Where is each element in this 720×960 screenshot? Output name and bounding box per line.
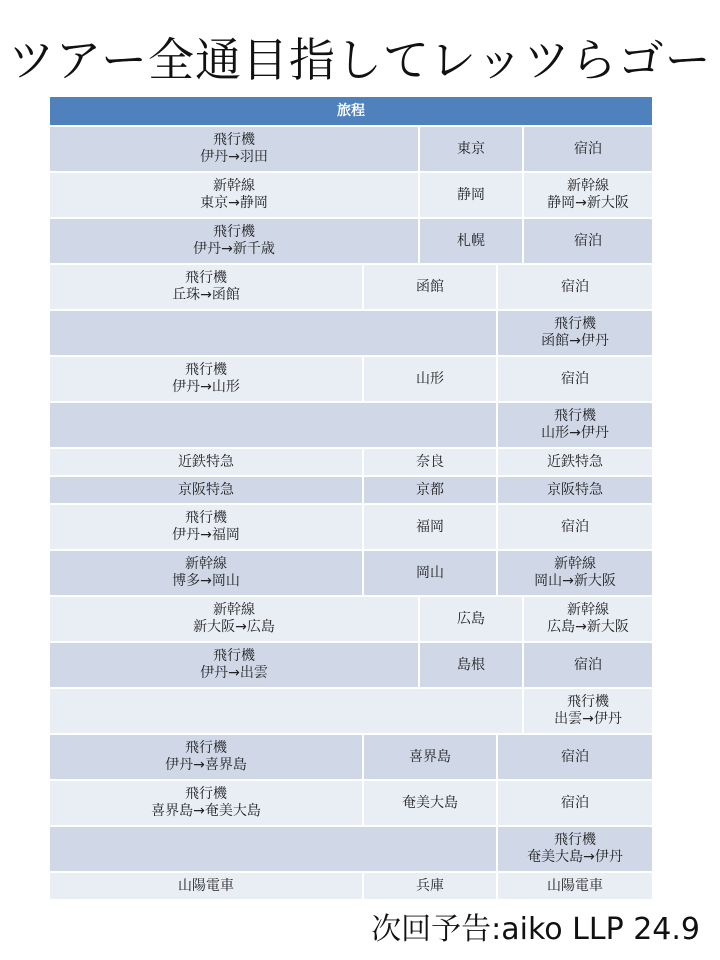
table-row: [50, 687, 652, 733]
table-cell: [362, 781, 496, 825]
cell-text: 飛行機 出雲→伊丹: [554, 694, 622, 727]
table-cell: [496, 311, 652, 355]
table-row: [50, 447, 652, 475]
table-cell: [50, 827, 496, 871]
cell-text: 新幹線 岡山→新大阪: [534, 556, 616, 589]
cell-text: 飛行機 伊丹→山形: [172, 362, 240, 395]
cell-text: 宿泊: [574, 232, 602, 249]
table-cell: [50, 551, 362, 595]
table-cell: [496, 403, 652, 447]
cell-text: 近鉄特急: [547, 453, 603, 470]
cell-text: 兵庫: [416, 877, 444, 894]
table-cell: [362, 265, 496, 309]
itinerary-table: [50, 97, 652, 899]
table-cell: [418, 219, 522, 263]
cell-text: 近鉄特急: [178, 453, 234, 470]
cell-text: 島根: [457, 656, 485, 673]
table-cell: [50, 311, 496, 355]
cell-text: 喜界島: [409, 748, 451, 765]
table-cell: [496, 551, 652, 595]
cell-text: 宿泊: [574, 656, 602, 673]
cell-text: 飛行機 伊丹→羽田: [200, 132, 268, 165]
cell-text: 静岡: [457, 186, 485, 203]
table-cell: [362, 735, 496, 779]
table-cell: [50, 265, 362, 309]
table-row: [50, 217, 652, 263]
table-cell: [522, 219, 652, 263]
table-cell: [50, 357, 362, 401]
table-cell: [362, 505, 496, 549]
cell-text: 新幹線 広島→新大阪: [547, 602, 629, 635]
cell-text: 山陽電車: [547, 877, 603, 894]
table-cell: [496, 265, 652, 309]
table-cell: [496, 449, 652, 475]
table-cell: [522, 597, 652, 641]
table-row: [50, 263, 652, 309]
cell-text: 山陽電車: [178, 877, 234, 894]
table-row: [50, 171, 652, 217]
table-cell: [50, 735, 362, 779]
cell-text: 山形: [416, 370, 444, 387]
table-cell: [522, 173, 652, 217]
table-row: [50, 641, 652, 687]
cell-text: 新幹線 東京→静岡: [200, 178, 268, 211]
table-cell: [496, 781, 652, 825]
table-body: [50, 125, 652, 899]
table-row: [50, 401, 652, 447]
table-cell: [362, 357, 496, 401]
cell-text: 飛行機 伊丹→新千歳: [193, 224, 275, 257]
cell-text: 奈良: [416, 453, 444, 470]
cell-text: 飛行機 奄美大島→伊丹: [527, 832, 623, 865]
table-cell: [50, 505, 362, 549]
table-row: [50, 125, 652, 171]
table-cell: [50, 403, 496, 447]
cell-text: 広島: [457, 610, 485, 627]
cell-text: 宿泊: [574, 140, 602, 157]
table-cell: [496, 873, 652, 899]
cell-text: 宿泊: [561, 518, 589, 535]
table-cell: [362, 477, 496, 503]
table-cell: [522, 643, 652, 687]
table-cell: [50, 127, 418, 171]
table-row: [50, 825, 652, 871]
table-row: [50, 309, 652, 355]
cell-text: 新幹線 新大阪→広島: [193, 602, 275, 635]
table-cell: [50, 643, 418, 687]
cell-text: 京都: [416, 481, 444, 498]
table-cell: [50, 477, 362, 503]
table-row: [50, 355, 652, 401]
table-cell: [362, 551, 496, 595]
table-row: [50, 549, 652, 595]
table-row: [50, 733, 652, 779]
cell-text: 京阪特急: [178, 481, 234, 498]
table-row: [50, 871, 652, 899]
cell-text: 宿泊: [561, 370, 589, 387]
table-cell: [50, 689, 522, 733]
footer-note: 次回予告:aiko LLP 24.9: [371, 912, 700, 947]
cell-text: 飛行機 山形→伊丹: [541, 408, 609, 441]
cell-text: 宿泊: [561, 748, 589, 765]
cell-text: 宿泊: [561, 278, 589, 295]
cell-text: 岡山: [416, 564, 444, 581]
cell-text: 新幹線 静岡→新大阪: [547, 178, 629, 211]
cell-text: 新幹線 博多→岡山: [172, 556, 240, 589]
cell-text: 札幌: [457, 232, 485, 249]
table-cell: [50, 781, 362, 825]
table-row: [50, 595, 652, 641]
table-row: [50, 503, 652, 549]
cell-text: 福岡: [416, 518, 444, 535]
cell-text: 飛行機 伊丹→喜界島: [165, 740, 247, 773]
cell-text: 飛行機 伊丹→福岡: [172, 510, 240, 543]
table-cell: [362, 449, 496, 475]
cell-text: 奄美大島: [402, 794, 458, 811]
table-cell: [362, 873, 496, 899]
table-cell: [50, 449, 362, 475]
cell-text: 京阪特急: [547, 481, 603, 498]
cell-text: 飛行機 伊丹→出雲: [200, 648, 268, 681]
table-cell: [522, 127, 652, 171]
table-cell: [418, 597, 522, 641]
table-header: 旅程: [50, 97, 652, 125]
table-cell: [496, 505, 652, 549]
cell-text: 函館: [416, 278, 444, 295]
table-cell: [496, 735, 652, 779]
page-title: ツアー全通目指してレッツらゴー: [8, 33, 712, 87]
table-cell: [496, 827, 652, 871]
table-cell: [418, 643, 522, 687]
cell-text: 飛行機 函館→伊丹: [541, 316, 609, 349]
table-cell: [50, 597, 418, 641]
table-cell: [496, 357, 652, 401]
cell-text: 飛行機 喜界島→奄美大島: [151, 786, 261, 819]
cell-text: 宿泊: [561, 794, 589, 811]
table-cell: [50, 219, 418, 263]
table-row: [50, 779, 652, 825]
table-cell: [522, 689, 652, 733]
table-row: [50, 475, 652, 503]
table-cell: [496, 477, 652, 503]
cell-text: 飛行機 丘珠→函館: [172, 270, 240, 303]
cell-text: 東京: [457, 140, 485, 157]
table-cell: [418, 173, 522, 217]
table-cell: [418, 127, 522, 171]
table-cell: [50, 873, 362, 899]
table-cell: [50, 173, 418, 217]
